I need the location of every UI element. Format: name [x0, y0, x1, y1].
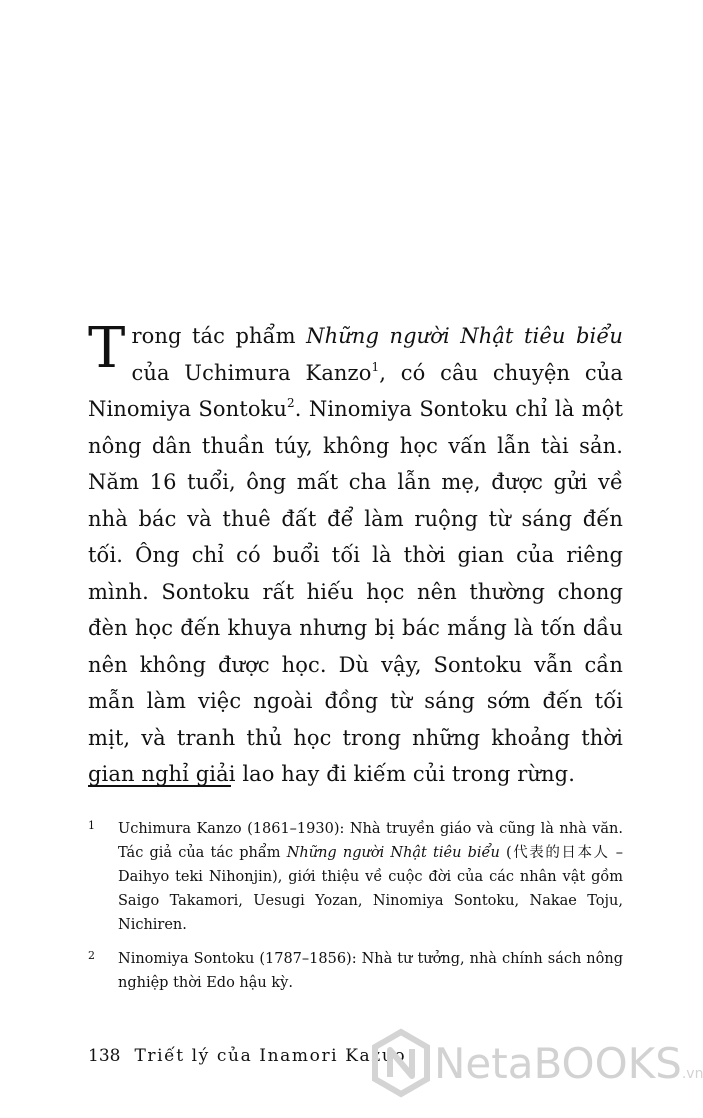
footnote-ref-2[interactable]: 2: [287, 396, 295, 410]
footnote-text: (代表的日本人 – Daihyo teki Nihonjin), giới thiệu về cuộc đời của các nhân vật gồm Saigo Takamori, Uesugi Yozan, Ninomiya Sontoku, Nakae Toju, Nichiren.: [118, 845, 624, 933]
body-text-segment: của Uchimura Kanzo: [131, 360, 372, 385]
footnote-italic-title: Những người Nhật tiêu biểu: [286, 845, 500, 861]
body-text-segment: rong tác phẩm: [131, 324, 307, 348]
running-title: Triết lý của Inamori Kazuo: [134, 1046, 407, 1066]
footnote-ref-1[interactable]: 1: [371, 359, 380, 374]
page-number: 138: [88, 1046, 121, 1066]
watermark-text: NetaBOOKS.vn: [434, 1039, 703, 1088]
page-footer: [88, 1046, 406, 1066]
body-text-segment: . Ninomiya Sontoku chỉ là một nông dân thuần túy, không học vấn lẫn tài sản. Năm 16 tuổi, ông mất cha lẫn mẹ, được gửi về nhà bác và thuê đất để làm ruộng từ sáng đến tối. Ông chỉ có buổi tối là thời gian của riêng mình. Sontoku rất hiếu học nên thường chong đèn học đến khuya nhưng bị bác mắng là tốn dầu nên không được học. Dù vậy, Sontoku vẫn cần mẫn làm việc ngoài đồng từ sáng sớm đến tối mịt, và tranh thủ học trong những khoảng thời gian nghỉ giải lao hay đi kiếm củi trong rừng.: [88, 397, 623, 786]
footnote-2: [88, 947, 623, 995]
footnotes: [88, 817, 623, 1005]
body-paragraph: [88, 318, 623, 793]
footnote-1: [88, 817, 623, 937]
body-text-segment: , có câu chuyện của Ninomiya Sontoku: [88, 360, 623, 421]
netabooks-logo-icon: [372, 1030, 430, 1096]
watermark-suffix: .vn: [681, 1066, 703, 1082]
footnote-number: 2: [88, 949, 95, 962]
footnote-text: Uchimura Kanzo (1861–1930): Nhà truyền giáo và cũng là nhà văn. Tác giả của tác phẩm: [118, 821, 623, 861]
footnote-number: 1: [88, 819, 95, 832]
book-title-italic: Những người Nhật tiêu biểu: [306, 324, 623, 348]
watermark: [372, 1020, 703, 1116]
drop-cap: T: [88, 316, 126, 381]
footnote-separator: [88, 785, 231, 787]
footnote-text: Ninomiya Sontoku (1787–1856): Nhà tư tưởng, nhà chính sách nông nghiệp thời Edo hậu kỳ.: [118, 951, 623, 991]
